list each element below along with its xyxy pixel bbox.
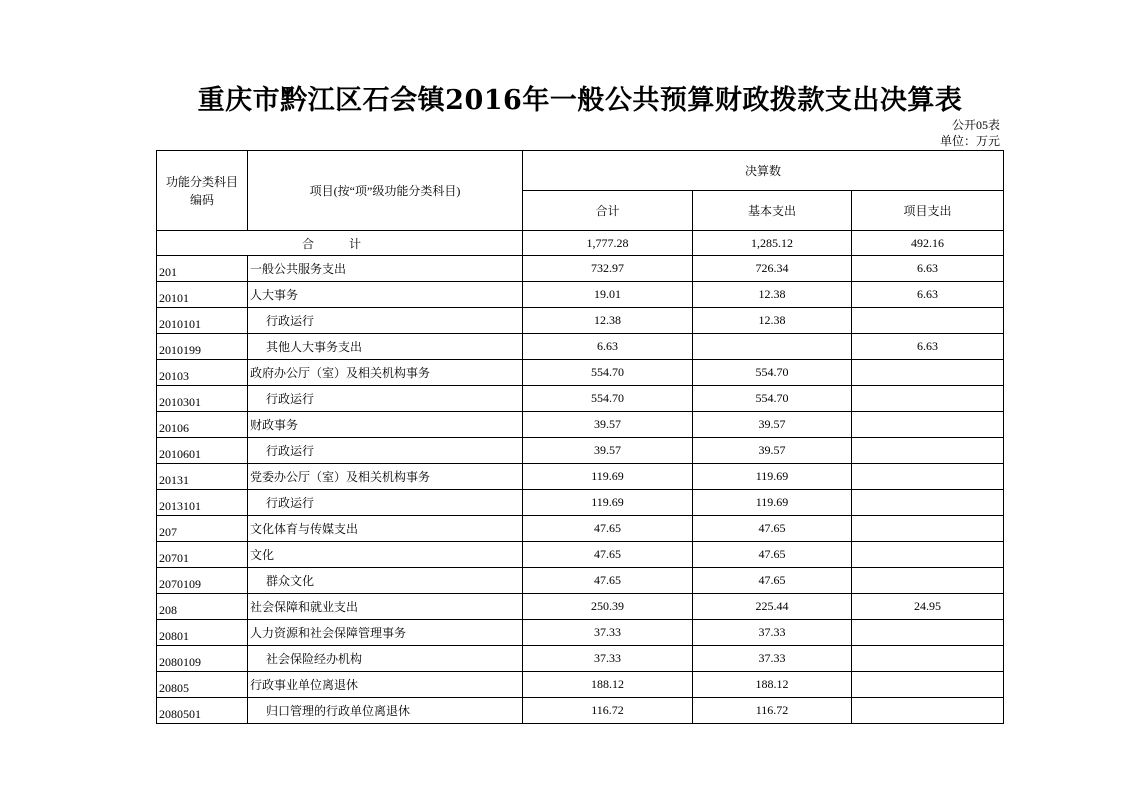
table-row [157,386,1004,412]
table-row [157,308,1004,334]
row-item-name: 行政运行 [248,490,523,516]
row-item-name: 行政运行 [248,438,523,464]
row-total: 39.57 [523,412,693,438]
row-basic [693,334,852,360]
row-item-name: 党委办公厅（室）及相关机构事务 [248,464,523,490]
row-basic: 119.69 [693,464,852,490]
table-row [157,360,1004,386]
row-total: 37.33 [523,620,693,646]
row-item-name: 人大事务 [248,282,523,308]
row-project [852,516,1004,542]
header-total: 合计 [523,191,693,231]
total-row [157,231,1004,256]
row-code: 2070109 [157,568,248,594]
total-row-project: 492.16 [852,231,1004,256]
row-project: 24.95 [852,594,1004,620]
row-project [852,386,1004,412]
row-basic: 188.12 [693,672,852,698]
row-project [852,360,1004,386]
row-total: 554.70 [523,386,693,412]
row-project [852,412,1004,438]
header-settlement: 决算数 [523,151,1004,191]
row-project [852,698,1004,724]
row-code: 2010101 [157,308,248,334]
row-total: 732.97 [523,256,693,282]
row-item-name: 行政运行 [248,308,523,334]
row-item-name: 社会保险经办机构 [248,646,523,672]
header-row-1 [157,151,1004,191]
table-row [157,542,1004,568]
header-project: 项目支出 [852,191,1004,231]
table-row [157,672,1004,698]
row-project: 6.63 [852,282,1004,308]
row-item-name: 归口管理的行政单位离退休 [248,698,523,724]
table-body [157,151,1004,724]
row-basic: 39.57 [693,412,852,438]
row-total: 119.69 [523,464,693,490]
row-project [852,646,1004,672]
row-basic: 47.65 [693,542,852,568]
row-basic: 554.70 [693,360,852,386]
row-code: 2010199 [157,334,248,360]
row-total: 19.01 [523,282,693,308]
row-total: 188.12 [523,672,693,698]
row-code: 20106 [157,412,248,438]
table-row [157,412,1004,438]
row-project [852,438,1004,464]
table-row [157,594,1004,620]
row-project [852,620,1004,646]
row-basic: 12.38 [693,282,852,308]
row-project [852,672,1004,698]
row-code: 201 [157,256,248,282]
row-basic: 116.72 [693,698,852,724]
row-basic: 47.65 [693,568,852,594]
row-basic: 726.34 [693,256,852,282]
row-basic: 47.65 [693,516,852,542]
row-total: 6.63 [523,334,693,360]
row-basic: 225.44 [693,594,852,620]
row-code: 2013101 [157,490,248,516]
table-row [157,646,1004,672]
total-row-basic: 1,285.12 [693,231,852,256]
total-row-total: 1,777.28 [523,231,693,256]
row-code: 2010601 [157,438,248,464]
row-total: 47.65 [523,542,693,568]
table-row [157,490,1004,516]
header-code: 功能分类科目编码 [157,151,248,231]
row-item-name: 一般公共服务支出 [248,256,523,282]
table-row [157,464,1004,490]
row-item-name: 行政事业单位离退休 [248,672,523,698]
row-project: 6.63 [852,334,1004,360]
table-row [157,334,1004,360]
row-item-name: 群众文化 [248,568,523,594]
row-code: 20701 [157,542,248,568]
table-row [157,620,1004,646]
row-code: 208 [157,594,248,620]
row-code: 2010301 [157,386,248,412]
header-basic: 基本支出 [693,191,852,231]
row-item-name: 其他人大事务支出 [248,334,523,360]
table-row [157,256,1004,282]
row-project [852,464,1004,490]
row-total: 47.65 [523,516,693,542]
row-total: 116.72 [523,698,693,724]
row-code: 2080109 [157,646,248,672]
row-basic: 37.33 [693,646,852,672]
row-item-name: 文化 [248,542,523,568]
table-row [157,282,1004,308]
row-total: 12.38 [523,308,693,334]
row-item-name: 人力资源和社会保障管理事务 [248,620,523,646]
row-project: 6.63 [852,256,1004,282]
row-project [852,308,1004,334]
table-row [157,698,1004,724]
row-basic: 554.70 [693,386,852,412]
row-total: 47.65 [523,568,693,594]
row-project [852,490,1004,516]
row-basic: 39.57 [693,438,852,464]
form-number: 公开05表 [951,118,1000,132]
row-code: 20101 [157,282,248,308]
row-code: 2080501 [157,698,248,724]
table-row [157,438,1004,464]
row-code: 20805 [157,672,248,698]
row-total: 250.39 [523,594,693,620]
header-item: 项目(按“项”级功能分类科目) [248,151,523,231]
row-basic: 12.38 [693,308,852,334]
row-item-name: 财政事务 [248,412,523,438]
row-total: 119.69 [523,490,693,516]
row-code: 207 [157,516,248,542]
table-row [157,568,1004,594]
row-total: 37.33 [523,646,693,672]
total-row-label: 合 计 [157,231,523,256]
row-item-name: 社会保障和就业支出 [248,594,523,620]
row-item-name: 行政运行 [248,386,523,412]
row-item-name: 政府办公厅（室）及相关机构事务 [248,360,523,386]
row-basic: 37.33 [693,620,852,646]
row-project [852,568,1004,594]
row-code: 20103 [157,360,248,386]
row-code: 20131 [157,464,248,490]
row-code: 20801 [157,620,248,646]
unit-label: 单位：万元 [939,134,1000,148]
row-basic: 119.69 [693,490,852,516]
table-row [157,516,1004,542]
row-total: 554.70 [523,360,693,386]
row-item-name: 文化体育与传媒支出 [248,516,523,542]
page-title: 重庆市黔江区石会镇2016年一般公共预算财政拨款支出决算表 [197,85,963,116]
budget-table [156,150,1004,724]
row-project [852,542,1004,568]
row-total: 39.57 [523,438,693,464]
